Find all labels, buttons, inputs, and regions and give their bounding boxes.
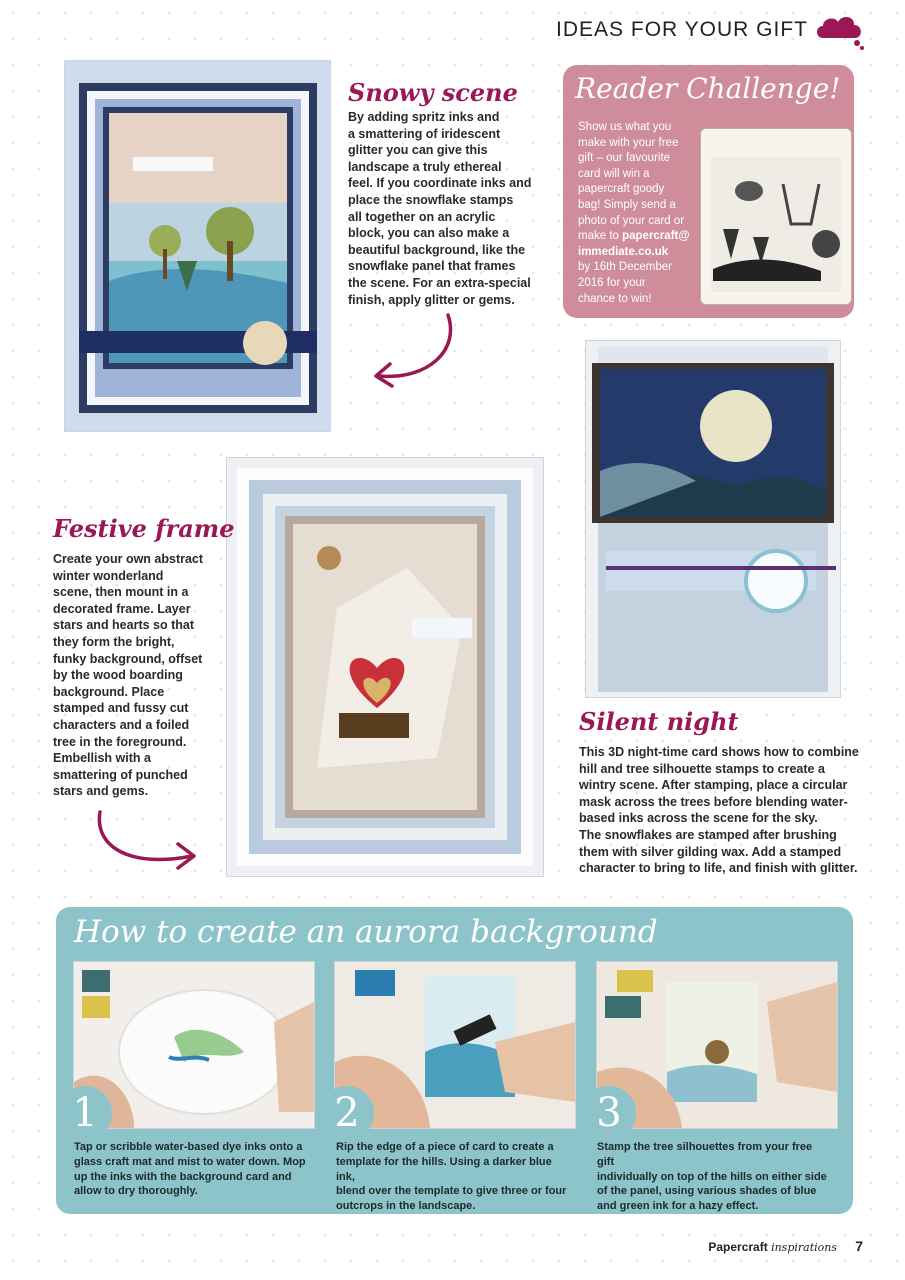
snowy-scene-card-photo [64, 60, 331, 432]
reader-challenge-text: Show us what you make with your free gift – our favourite card will win a papercraft goody bag! Simply send a photo of your card or make to papercraft@ immediate.co.uk by 16th December 2016 for your chance to win! [578, 121, 690, 305]
stamp-pack-image [700, 128, 852, 305]
cloud-icon [813, 12, 865, 52]
email-link: papercraft@ [622, 230, 690, 243]
snowy-scene-text: By adding spritz inks and a smattering of iridescent glitter you can give this landscape a truly ethereal feel. If you coordinate inks and place the snowflake stamps all together on an acrylic block, you can also make a beautiful background, like the snowflake panel that frames the scene. For an extra-special finish, apply glitter or gems. [348, 110, 532, 307]
aurora-title: How to create an aurora background [74, 914, 658, 950]
step-1-text: Tap or scribble water-based dye inks onto a glass craft mat and mist to water down. Mop up the inks with the background card and allow to dry thoroughly. [74, 1141, 306, 1198]
step-1-number: 1 [58, 1086, 112, 1140]
silent-night-text: This 3D night-time card shows how to combine hill and tree silhouette stamps to create a wintry scene. After stamping, place a circular mask across the trees before blending water- based inks across the scene for the sky. The snowflakes are stamped after brushing them with silver gilding wax. Add a stamped character to bring to life, and finish with glitter. [579, 745, 859, 876]
step-2-number: 2 [320, 1086, 374, 1140]
curved-arrow-icon [92, 808, 204, 888]
festive-frame-text: Create your own abstract winter wonderland scene, then mount in a decorated frame. Layer stars and hearts so that they form the bright, funky background, offset by the wood boarding background. Place stamped and fussy cut characters and a foiled tree in the foreground. Embellish with a smattering of punched stars and gems. [53, 552, 204, 799]
festive-frame-heading: Festive frame [53, 514, 235, 543]
page-number: 7 [855, 1238, 863, 1254]
festive-frame-photo [226, 457, 544, 877]
step-3-number: 3 [582, 1086, 636, 1140]
footer-brand: Papercraft inspirations [708, 1240, 837, 1254]
snowy-scene-heading: Snowy scene [348, 78, 518, 107]
step-2-text: Rip the edge of a piece of card to create a template for the hills. Using a darker blue ink, blend over the template to give three or four outcrops in the landscape. [336, 1141, 567, 1213]
silent-night-heading: Silent night [579, 707, 739, 736]
silent-night-card-photo [585, 340, 841, 698]
reader-challenge-title: Reader Challenge! [575, 72, 841, 105]
section-title: IDEAS FOR YOUR GIFT [556, 18, 808, 41]
curved-arrow-icon [368, 310, 458, 390]
step-3-text: Stamp the tree silhouettes from your free gift individually on top of the hills on either side of the panel, using various shades of blue and green ink for a hazy effect. [597, 1141, 827, 1213]
